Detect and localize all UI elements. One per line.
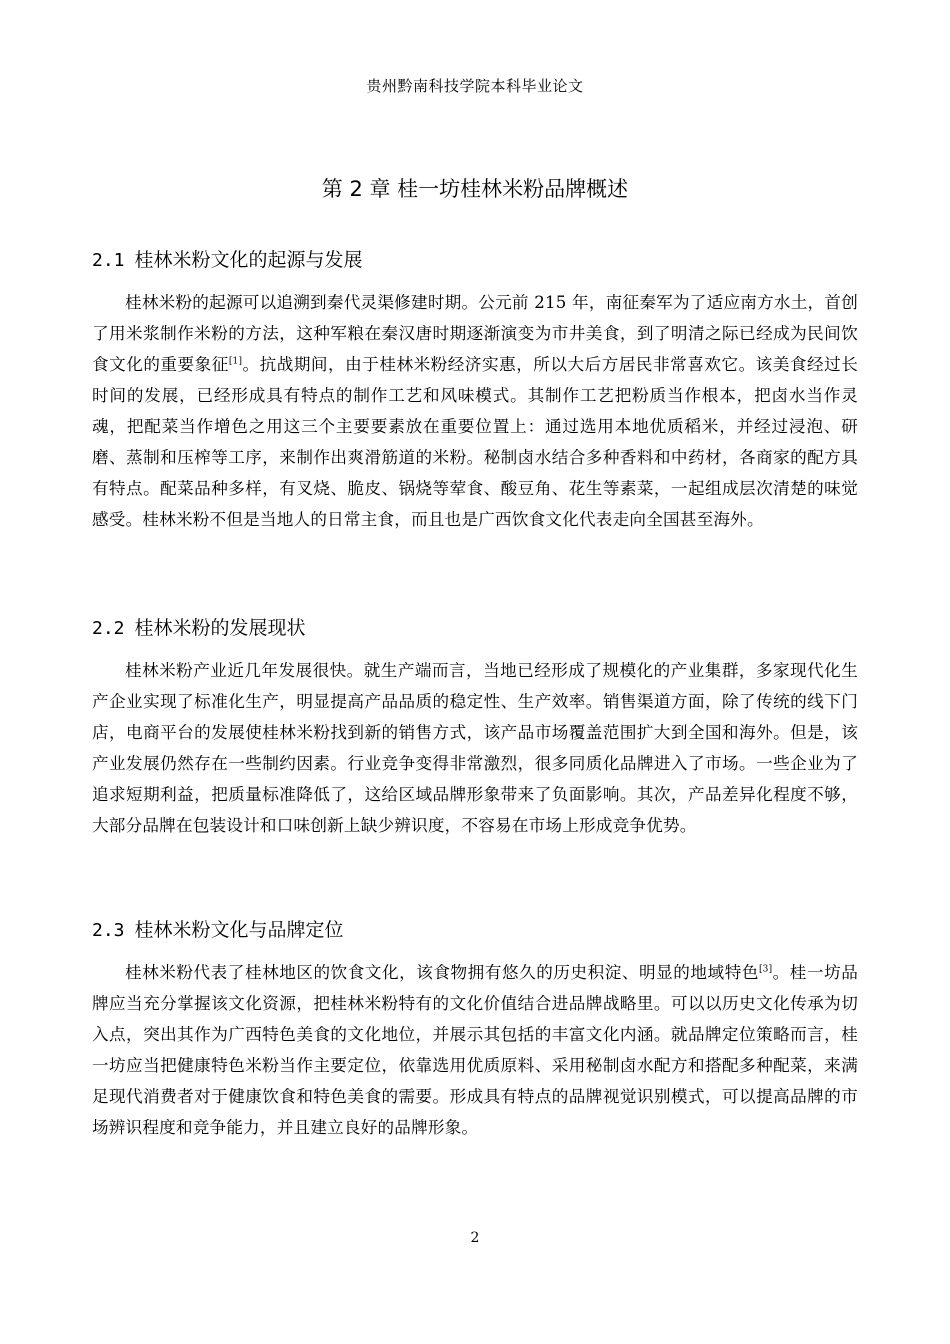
section-2-1 xyxy=(92,246,858,535)
section-title: 桂林米粉文化与品牌定位 xyxy=(134,919,344,941)
body-paragraph xyxy=(92,957,858,1143)
paragraph-text: 。抗战期间，由于桂林米粉经济实惠，所以大后方居民非常喜欢它。该美食经过长时间的发展，已经形成具有特点的制作工艺和风味模式。其制作工艺把粉质当作根本，把卤水当作灵魂，把配菜当作增色之用这三个主要要素放在重要位置上：通过选用本地优质稻米，并经过浸泡、研磨、蒸制和压榨等工序，来制作出爽滑筋道的米粉。秘制卤水结合多种香料和中药材，各商家的配方具有特点。配菜品种多样，有叉烧、脆皮、锅烧等荤食、酸豆角、花生等素菜，一起组成层次清楚的味觉感受。桂林米粉不但是当地人的日常主食，而且也是广西饮食文化代表走向全国甚至海外。 xyxy=(92,355,858,529)
section-number: 2.2 xyxy=(92,618,125,639)
citation-ref: [1] xyxy=(228,356,243,367)
running-header: 贵州黔南科技学院本科毕业论文 xyxy=(366,77,584,95)
chapter-title: 第 2 章 桂一坊桂林米粉品牌概述 xyxy=(321,177,629,201)
section-heading xyxy=(92,246,858,275)
section-heading xyxy=(92,916,858,945)
page-number: 2 xyxy=(470,1230,480,1246)
section-number: 2.1 xyxy=(92,250,125,271)
body-paragraph: 桂林米粉产业近几年发展很快。就生产端而言，当地已经形成了规模化的产业集群，多家现代化生产企业实现了标准化生产，明显提高产品品质的稳定性、生产效率。销售渠道方面，除了传统的线下门店，电商平台的发展使桂林米粉找到新的销售方式，该产品市场覆盖范围扩大到全国和海外。但是，该产业发展仍然存在一些制约因素。行业竞争变得非常激烈，很多同质化品牌进入了市场。一些企业为了追求短期利益，把质量标准降低了，这给区域品牌形象带来了负面影响。其次，产品差异化程度不够，大部分品牌在包装设计和口味创新上缺少辨识度，不容易在市场上形成竞争优势。 xyxy=(92,661,858,835)
paragraph-text: 。桂一坊品牌应当充分掌握该文化资源，把桂林米粉特有的文化价值结合进品牌战略里。可以以历史文化传承为切入点，突出其作为广西特色美食的文化地位，并展示其包括的丰富文化内涵。就品牌定位策略而言，桂一坊应当把健康特色米粉当作主要定位，依靠选用优质原料、采用秘制卤水配方和搭配多种配菜，来满足现代消费者对于健康饮食和特色美食的需要。形成具有特点的品牌视觉识别模式，可以提高品牌的市场辨识程度和竞争能力，并且建立良好的品牌形象。 xyxy=(92,963,858,1137)
section-2-3 xyxy=(92,916,858,1143)
section-title: 桂林米粉文化的起源与发展 xyxy=(134,249,363,271)
header-rule xyxy=(92,108,858,109)
section-number: 2.3 xyxy=(92,920,125,941)
body-paragraph xyxy=(92,287,858,535)
section-heading xyxy=(92,614,858,643)
citation-ref: [3] xyxy=(758,964,773,975)
section-2-2 xyxy=(92,614,858,841)
paragraph-text: 桂林米粉的起源可以追溯到秦代灵渠修建时期。公元前 215 年，南征秦军为了适应南方水土，首创了用米浆制作米粉的方法，这种军粮在秦汉唐时期逐渐演变为市井美食，到了明清之际已经成为民间饮食文化的重要象征 xyxy=(92,293,858,374)
paragraph-text: 桂林米粉代表了桂林地区的饮食文化，该食物拥有悠久的历史积淀、明显的地域特色 xyxy=(125,963,759,982)
section-title: 桂林米粉的发展现状 xyxy=(134,617,306,639)
